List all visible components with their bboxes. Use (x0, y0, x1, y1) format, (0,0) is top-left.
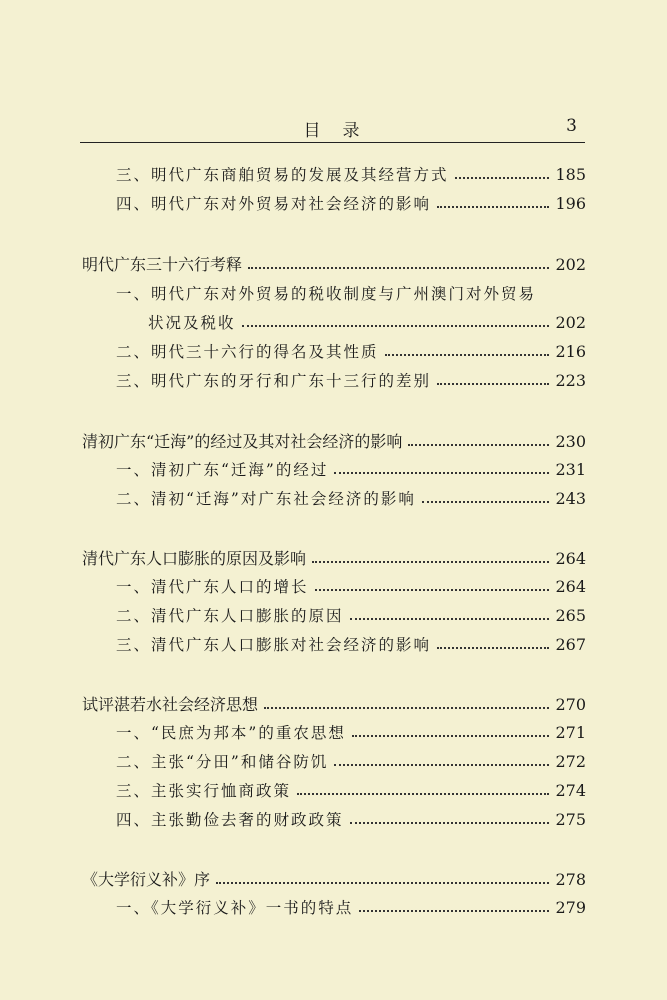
toc-entry-title: 二、清代广东人口膨胀的原因 (116, 607, 344, 625)
leader-dots (359, 910, 549, 912)
leader-dots (297, 793, 549, 795)
leader-dots (216, 882, 549, 884)
toc-entry-page: 196 (555, 194, 586, 213)
toc-chapter (82, 692, 586, 715)
toc-entry-page: 267 (555, 635, 586, 654)
leader-dots (264, 707, 549, 709)
toc-entry (116, 750, 586, 772)
toc-entry (116, 340, 586, 362)
toc-chapter-page: 264 (555, 549, 586, 568)
toc-chapter-page: 278 (555, 870, 586, 889)
toc-entry (148, 311, 586, 333)
header-title-char-2: 录 (342, 121, 362, 141)
toc-entry (116, 163, 586, 185)
toc-entry-page: 223 (555, 371, 586, 390)
toc-entry-title: 一、《大学衍义补》一书的特点 (116, 899, 354, 917)
toc-entry (116, 282, 586, 304)
toc-entry-page: 274 (555, 781, 586, 800)
toc-chapter (82, 546, 586, 569)
toc-entry-page: 265 (555, 606, 586, 625)
toc-entry-title: 一、清代广东人口的增长 (116, 578, 309, 596)
leader-dots (312, 561, 549, 563)
toc-entry (116, 575, 586, 597)
toc-entry-title: 三、主张实行恤商政策 (116, 782, 292, 800)
leader-dots (334, 764, 549, 766)
leader-dots (334, 472, 549, 474)
toc-chapter-title: 明代广东三十六行考释 (82, 255, 243, 274)
toc-chapter-title: 《大学衍义补》序 (82, 870, 211, 889)
toc-chapter-page: 230 (555, 432, 586, 451)
toc-entry (116, 192, 586, 214)
toc-entry-page: 216 (555, 342, 586, 361)
toc-chapter (82, 429, 586, 452)
toc-chapter (82, 252, 586, 275)
leader-dots (385, 354, 550, 356)
toc-entry-title: 二、主张“分田”和储谷防饥 (116, 753, 329, 771)
toc-entry (116, 604, 586, 626)
toc-entry-page: 275 (555, 810, 586, 829)
leader-dots (408, 444, 549, 446)
toc-entry (116, 808, 586, 830)
toc-chapter-page: 270 (555, 695, 586, 714)
toc-entry (116, 633, 586, 655)
toc-entry-page: 264 (555, 577, 586, 596)
toc-entry-title: 一、“民庶为邦本”的重农思想 (116, 724, 346, 742)
toc-entry-title: 状况及税收 (148, 314, 236, 332)
toc-entry-title: 三、明代广东的牙行和广东十三行的差别 (116, 372, 432, 390)
toc-entry (116, 896, 586, 918)
leader-dots (350, 822, 550, 824)
toc-entry-page: 272 (555, 752, 586, 771)
leader-dots (437, 647, 549, 649)
toc-chapter-page: 202 (555, 255, 586, 274)
toc-entry (116, 487, 586, 509)
toc-entry-title: 一、清初广东“迁海”的经过 (116, 461, 329, 479)
toc-entry-page: 279 (555, 898, 586, 917)
toc-entry-title: 四、主张勤俭去奢的财政政策 (116, 811, 344, 829)
header-title-char-1: 目 (303, 121, 323, 141)
leader-dots (242, 325, 550, 327)
leader-dots (315, 589, 550, 591)
page-number: 3 (566, 116, 577, 136)
toc-chapter-title: 试评湛若水社会经济思想 (82, 695, 259, 714)
toc-entry-page: 243 (555, 489, 586, 508)
toc-entry-title: 一、明代广东对外贸易的税收制度与广州澳门对外贸易 (116, 285, 537, 303)
leader-dots (437, 206, 549, 208)
toc-entry-title: 三、清代广东人口膨胀对社会经济的影响 (116, 636, 432, 654)
toc-entry (116, 779, 586, 801)
toc-chapter-title: 清初广东“迁海”的经过及其对社会经济的影响 (82, 432, 403, 451)
toc-entry-page: 231 (555, 460, 586, 479)
toc-entry (116, 721, 586, 743)
toc-entry-title: 二、明代三十六行的得名及其性质 (116, 343, 379, 361)
toc-entry (116, 369, 586, 391)
leader-dots (350, 618, 550, 620)
toc-chapter (82, 867, 586, 890)
toc-entry-page: 202 (555, 313, 586, 332)
leader-dots (455, 177, 550, 179)
toc-entry-page: 185 (555, 165, 586, 184)
toc-entry-title: 四、明代广东对外贸易对社会经济的影响 (116, 195, 432, 213)
leader-dots (352, 735, 550, 737)
toc-entry-title: 二、清初“迁海”对广东社会经济的影响 (116, 490, 416, 508)
toc-chapter-title: 清代广东人口膨胀的原因及影响 (82, 549, 307, 568)
leader-dots (248, 267, 549, 269)
toc-entry-page: 271 (555, 723, 586, 742)
leader-dots (437, 383, 549, 385)
toc-entry (116, 458, 586, 480)
leader-dots (422, 501, 550, 503)
toc-entry-title: 三、明代广东商舶贸易的发展及其经营方式 (116, 166, 449, 184)
